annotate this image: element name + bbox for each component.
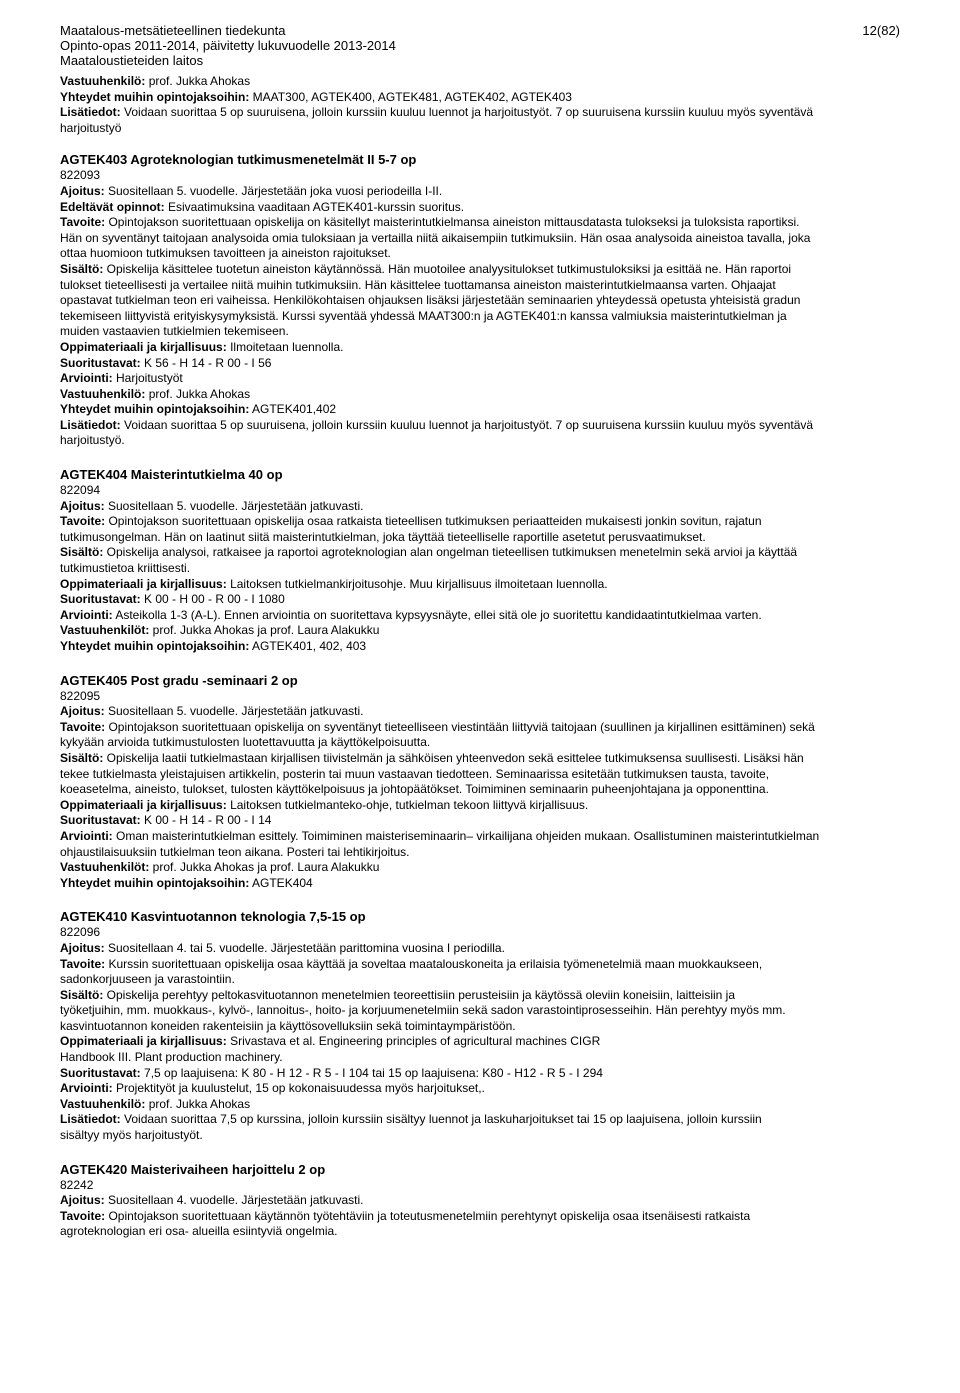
field-label: Edeltävät opinnot:	[60, 199, 165, 214]
course-line	[60, 215, 950, 231]
field-value: Laitoksen tutkielmankirjoitusohje. Muu kirjallisuus ilmoitetaan luennolla.	[226, 576, 608, 591]
field-value: Voidaan suorittaa 5 op suuruisena, jolloin kurssiin kuuluu luennot ja harjoitustyöt. 7 op suuruisena kurssiin kuuluu myös syventävä	[120, 417, 814, 432]
course-line	[60, 972, 950, 988]
course-line	[60, 293, 950, 309]
field-label: Tavoite:	[60, 215, 106, 230]
course-line	[60, 988, 950, 1004]
field-label: Lisätiedot:	[60, 105, 121, 120]
course-line	[60, 704, 950, 720]
course-line	[60, 371, 950, 387]
field-value: Oman maisterintutkielman esittely. Toimiminen maisteriseminaarin– virkailijana ohjeiden mukaan. Osallistuminen maisterintutkielman	[112, 828, 820, 843]
field-value: Opiskelija käsittelee tuotetun aineiston käytännössä. Hän muotoilee analyysitulokset tutkimustuloksiksi ja esittää ne. Hän raportoi	[103, 261, 792, 276]
course-section	[60, 909, 950, 1143]
field-label: Suoritustavat:	[60, 355, 141, 370]
field-label: Vastuuhenkilöt:	[60, 623, 150, 638]
course-section	[60, 467, 950, 655]
field-label: Arviointi:	[60, 1081, 113, 1096]
course-line	[60, 1097, 950, 1113]
field-value: AGTEK401, 402, 403	[249, 639, 367, 653]
field-label: Vastuuhenkilö:	[60, 1096, 146, 1111]
field-value: prof. Jukka Ahokas	[145, 1096, 251, 1111]
course-line	[60, 246, 950, 262]
course-line	[60, 876, 950, 892]
field-value: Opintojakson suoritettuaan opiskelija on syventänyt tieteelliseen viestintään liittyviä taitojaan (suullinen ja kirjallinen esittäminen) sekä	[105, 719, 815, 734]
field-value: prof. Jukka Ahokas ja prof. Laura Alakukku	[149, 860, 380, 875]
course-code: 82242	[60, 1177, 94, 1192]
field-value: tekee tutkielmasta yleistajuisen artikkelin, posterin tai muun vastaavan tiedotteen. Seminaarissa esitetään tutkimuksen tausta, tavoite,	[60, 766, 770, 781]
field-label: Sisältö:	[60, 545, 104, 560]
course-line	[60, 941, 950, 957]
course-line	[60, 1193, 950, 1209]
field-value: agroteknologian eri osa- alueilla esiintyviä ongelmia.	[60, 1224, 338, 1239]
course-code: 822095	[60, 688, 101, 703]
course-line	[60, 340, 950, 356]
field-value: Suositellaan 5. vuodelle. Järjestetään joka vuosi periodeilla I-II.	[104, 183, 443, 198]
field-value: Kurssin suoritettuaan opiskelija osaa käyttää ja soveltaa maatalouskoneita ja erilaisia työmenetelmiä maan muokkaukseen,	[105, 956, 763, 971]
course-code: 822096	[60, 925, 101, 940]
course-line	[60, 751, 950, 767]
intro-line	[60, 105, 950, 121]
field-value: tekemiseen liittyvistä erityiskysymyksistä. Kurssi syventää yhdessä MAAT300:n ja AGTEK401:n kanssa valmiuksia maisterintutkielman ja	[60, 308, 787, 323]
field-label: Vastuuhenkilöt:	[60, 860, 150, 875]
field-label: Suoritustavat:	[60, 1065, 141, 1080]
intro-section	[60, 68, 950, 136]
field-value: Opiskelija perehtyy peltokasvituotannon menetelmien teoreettisiin perusteisiin ja käytössä oleviin koneisiin, laitteisiin ja	[103, 987, 736, 1002]
course-line	[60, 499, 950, 515]
field-value: Laitoksen tutkielmanteko-ohje, tutkielman tekoon liittyvä kirjallisuus.	[226, 797, 589, 812]
intro-line	[60, 90, 950, 106]
field-value: harjoitustyö	[60, 120, 122, 135]
course-line	[60, 231, 950, 247]
page-header	[60, 23, 950, 68]
field-value: AGTEK404	[249, 875, 313, 890]
field-label: Arviointi:	[60, 371, 113, 386]
field-label: Sisältö:	[60, 987, 104, 1002]
course-line	[60, 309, 950, 325]
field-value: 7,5 op laajuisena: K 80 - H 12 - R 5 - I 104 tai 15 op laajuisena: K80 - H12 - R 5 - I 294	[140, 1065, 603, 1080]
field-value: ohjaustilaisuuksiin tutkielman teon aikana. Posteri tai lehtikirjoitus.	[60, 844, 410, 859]
course-title: AGTEK410 Kasvintuotannon teknologia 7,5-15 op	[60, 909, 366, 925]
course-line	[60, 767, 950, 783]
field-value: työketjuihin, mm. muokkaus-, kylvö-, lannoitus-, hoito- ja korjuumenetelmiin sekä sadon varastointiprosesseihin. Hän perehtyy myös mm.	[60, 1003, 786, 1018]
course-line	[60, 1050, 950, 1066]
field-value: Voidaan suorittaa 7,5 op kurssina, jolloin kurssiin sisältyy luennot ja laskuharjoitukset tai 15 op laajuisena, jolloin kurssiin	[120, 1112, 762, 1127]
course-title: AGTEK404 Maisterintutkielma 40 op	[60, 467, 283, 483]
field-value: Hän on syventänyt taitojaan analysoida omia tuloksiaan ja vertailla niitä aikaisempiin tutkimuksiin. Hän osaa analysoida aineistoa tavalla, joka	[60, 230, 811, 245]
field-label: Suoritustavat:	[60, 813, 141, 828]
course-line	[60, 577, 950, 593]
field-label: Yhteydet muihin opintojaksoihin:	[60, 89, 250, 104]
field-value: prof. Jukka Ahokas ja prof. Laura Alakukku	[149, 623, 380, 638]
field-value: sisältyy myös harjoitustyöt.	[60, 1128, 203, 1143]
course-line	[60, 1003, 950, 1019]
field-value: Opintojakson suoritettuaan opiskelija on käsitellyt maisterintutkielmansa aineiston mittausdatasta tulokseksi ja tuloksista raportiksi.	[105, 215, 800, 230]
field-value: Ilmoitetaan luennolla.	[226, 339, 344, 354]
field-label: Tavoite:	[60, 1208, 106, 1223]
field-label: Tavoite:	[60, 719, 106, 734]
field-value: prof. Jukka Ahokas	[145, 386, 251, 401]
course-line	[60, 813, 950, 829]
field-value: Esivaatimuksina vaaditaan AGTEK401-kurssin suoritus.	[164, 199, 465, 214]
field-label: Ajoitus:	[60, 498, 105, 513]
field-value: kykyään arvioida tutkimustulosten luotettavuutta ja käyttökelpoisuutta.	[60, 735, 431, 750]
field-label: Oppimateriaali ja kirjallisuus:	[60, 1034, 227, 1049]
course-code: 822094	[60, 483, 101, 498]
field-value: MAAT300, AGTEK400, AGTEK481, AGTEK402, AGTEK403	[249, 89, 572, 104]
field-label: Ajoitus:	[60, 183, 105, 198]
course-line	[60, 720, 950, 736]
field-value: prof. Jukka Ahokas	[145, 74, 251, 88]
field-value: Asteikolla 1-3 (A-L). Ennen arviointia on suoritettava kypsyysnäyte, ellei sitä ole jo suoritettu kandidaatintutkielmaa varten.	[112, 607, 762, 622]
field-value: tutkimustietoa kriittisesti.	[60, 561, 191, 576]
field-value: Handbook III. Plant production machinery.	[60, 1050, 283, 1065]
field-value: opastavat tutkielman teon eri vaiheissa. Henkilökohtaisen ohjauksen lisäksi järjestetään seminaarien yhteydessä opetusta yhteisistä gradun	[60, 293, 801, 308]
intro-line	[60, 121, 950, 137]
field-label: Oppimateriaali ja kirjallisuus:	[60, 576, 227, 591]
field-value: tutkimusongelman. Hän on laatinut siitä maisterintutkielman, joka täyttää tieteelliselle raportille asetetut perusvaatimukset.	[60, 529, 706, 544]
field-label: Arviointi:	[60, 828, 113, 843]
field-label: Yhteydet muihin opintojaksoihin:	[60, 639, 250, 653]
field-value: AGTEK401,402	[249, 402, 337, 417]
field-value: Suositellaan 5. vuodelle. Järjestetään jatkuvasti.	[104, 704, 364, 719]
course-line	[60, 418, 950, 434]
field-value: harjoitustyö.	[60, 433, 125, 448]
field-value: K 00 - H 14 - R 00 - I 14	[140, 813, 272, 828]
field-label: Yhteydet muihin opintojaksoihin:	[60, 402, 250, 417]
field-label: Arviointi:	[60, 607, 113, 622]
course-line	[60, 845, 950, 861]
course-line	[60, 782, 950, 798]
department-name: Maataloustieteiden laitos	[60, 53, 204, 68]
field-value: Opiskelija analysoi, ratkaisee ja raportoi agroteknologian alan ongelman tieteellisen tutkimuksen menetelmin sekä arvioi ja käyttää	[103, 545, 798, 560]
course-code: 822093	[60, 168, 101, 183]
field-label: Tavoite:	[60, 514, 106, 529]
field-value: Opiskelija laatii tutkielmastaan kirjallisen tiivistelmän ja sähköisen yhteenvedon sekä esittelee tutkimuksensa suullisesti. Lisäksi hän	[103, 750, 804, 765]
course-line	[60, 561, 950, 577]
course-line	[60, 278, 950, 294]
course-title: AGTEK420 Maisterivaiheen harjoittelu 2 op	[60, 1161, 326, 1177]
course-title: AGTEK403 Agroteknologian tutkimusmenetelmät II 5-7 op	[60, 152, 417, 168]
field-label: Vastuuhenkilö:	[60, 386, 146, 401]
field-value: K 00 - H 00 - R 00 - I 1080	[140, 592, 285, 607]
course-line	[60, 829, 950, 845]
faculty-name: Maatalous-metsätieteellinen tiedekunta	[60, 23, 286, 38]
field-value: tulokset tieteellisesti ja vertailee niitä muihin tutkimuksiin. Hän käsittelee tuottamansa aineiston maisterintutkielmaansa varten. Ohjaajat	[60, 277, 776, 292]
course-line	[60, 1209, 950, 1225]
course-line	[60, 184, 950, 200]
field-value: Harjoitustyöt	[112, 371, 183, 386]
page-number: 12(82)	[862, 23, 900, 38]
field-value: Suositellaan 4. tai 5. vuodelle. Järjestetään parittomina vuosina I periodilla.	[104, 940, 505, 955]
field-value: K 56 - H 14 - R 00 - I 56	[140, 355, 272, 370]
field-label: Sisältö:	[60, 261, 104, 276]
field-value: Opintojakson suoritettuaan käytännön työtehtäviin ja toteutusmenetelmiin perehtynyt opiskelija osaa itsenäisesti ratkaista	[105, 1208, 751, 1223]
field-label: Lisätiedot:	[60, 417, 121, 432]
course-line	[60, 514, 950, 530]
course-line	[60, 592, 950, 608]
document-page	[60, 23, 950, 1240]
course-title: AGTEK405 Post gradu -seminaari 2 op	[60, 672, 298, 688]
field-label: Vastuuhenkilö:	[60, 74, 146, 88]
field-value: Projektityöt ja kuulustelut, 15 op kokonaisuudessa myös harjoitukset,.	[112, 1081, 485, 1096]
intro-line	[60, 74, 950, 90]
course-line	[60, 1112, 950, 1128]
course-section	[60, 152, 950, 449]
course-line	[60, 530, 950, 546]
course-section	[60, 1162, 950, 1240]
course-line	[60, 860, 950, 876]
course-line	[60, 545, 950, 561]
field-value: Srivastava et al. Engineering principles of agricultural machines CIGR	[226, 1034, 601, 1049]
course-line	[60, 735, 950, 751]
field-value: koeasetelma, aineisto, tulokset, tulosten käyttökelpoisuus ja johtopäätökset. Toimiminen seminaarin puheenjohtajana ja opponenttina.	[60, 782, 769, 797]
field-value: Suositellaan 4. vuodelle. Järjestetään jatkuvasti.	[104, 1193, 364, 1208]
field-label: Oppimateriaali ja kirjallisuus:	[60, 797, 227, 812]
course-section	[60, 673, 950, 892]
field-label: Tavoite:	[60, 956, 106, 971]
field-value: kasvintuotannon koneiden rakenteisiin ja käyttösovelluksiin sekä toimintaympäristöön.	[60, 1018, 516, 1033]
field-label: Sisältö:	[60, 750, 104, 765]
field-label: Yhteydet muihin opintojaksoihin:	[60, 875, 250, 890]
field-value: Suositellaan 5. vuodelle. Järjestetään jatkuvasti.	[104, 498, 364, 513]
guide-title: Opinto-opas 2011-2014, päivitetty lukuvuodelle 2013-2014	[60, 38, 396, 53]
course-line	[60, 1066, 950, 1082]
field-label: Ajoitus:	[60, 1193, 105, 1208]
course-line	[60, 1081, 950, 1097]
field-value: ottaa huomioon tutkimuksen tavoitteen ja aineiston rajoitukset.	[60, 246, 391, 261]
field-label: Lisätiedot:	[60, 1112, 121, 1127]
course-line	[60, 798, 950, 814]
course-line	[60, 957, 950, 973]
field-value: muiden vastaavien tutkielmien tekemiseen.	[60, 324, 289, 339]
course-line	[60, 1224, 950, 1240]
course-line	[60, 356, 950, 372]
course-line	[60, 200, 950, 216]
field-value: sadonkorjuuseen ja varastointiin.	[60, 972, 235, 987]
field-label: Oppimateriaali ja kirjallisuus:	[60, 339, 227, 354]
field-value: Opintojakson suoritettuaan opiskelija osaa ratkaista tieteellisen tutkimuksen periaatteiden mukaisesti jonkin sovitun, rajatun	[105, 514, 762, 529]
course-line	[60, 262, 950, 278]
course-line	[60, 608, 950, 624]
field-label: Suoritustavat:	[60, 592, 141, 607]
field-value: Voidaan suorittaa 5 op suuruisena, jolloin kurssiin kuuluu luennot ja harjoitustyöt. 7 op suuruisena kurssiin kuuluu myös syventävä	[120, 105, 814, 120]
course-line	[60, 639, 950, 655]
course-line	[60, 1034, 950, 1050]
course-line	[60, 433, 950, 449]
course-line	[60, 387, 950, 403]
course-line	[60, 324, 950, 340]
field-label: Ajoitus:	[60, 704, 105, 719]
field-label: Ajoitus:	[60, 940, 105, 955]
courses-section	[60, 136, 950, 1240]
course-line	[60, 1019, 950, 1035]
course-line	[60, 623, 950, 639]
course-line	[60, 1128, 950, 1144]
course-line	[60, 402, 950, 418]
